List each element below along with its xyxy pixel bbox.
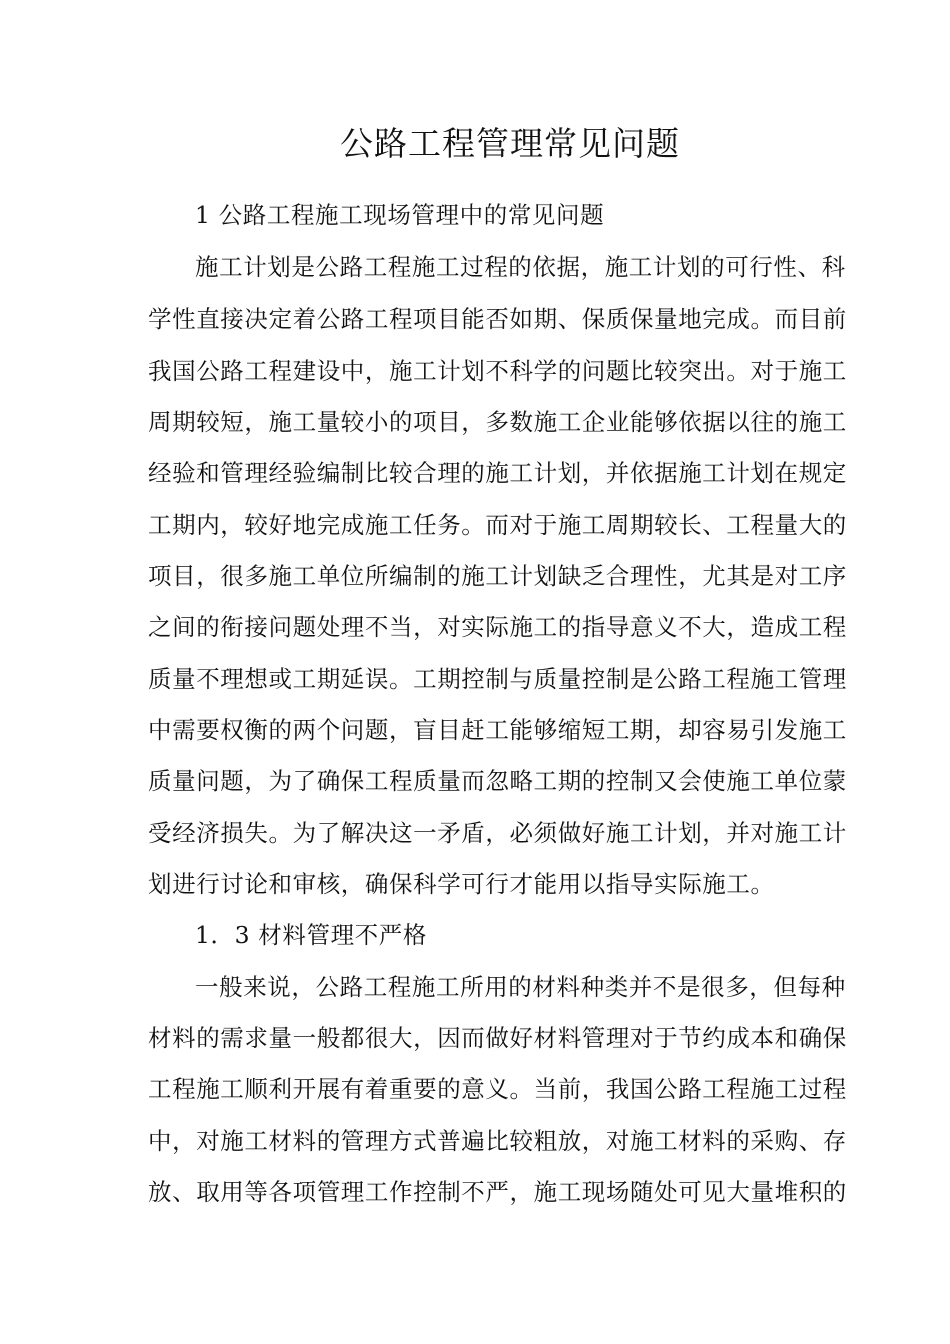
paragraph-line: 材料的需求量一般都很大，因而做好材料管理对于节约成本和确保 bbox=[148, 1024, 847, 1052]
paragraph-line: 中，对施工材料的管理方式普遍比较粗放，对施工材料的采购、存 bbox=[148, 1127, 847, 1155]
paragraph-line: 质量问题，为了确保工程质量而忽略工期的控制又会使施工单位蒙 bbox=[148, 767, 847, 795]
paragraph-line: 一般来说，公路工程施工所用的材料种类并不是很多，但每种 bbox=[195, 973, 846, 1001]
paragraph-line: 我国公路工程建设中，施工计划不科学的问题比较突出。对于施工 bbox=[148, 357, 847, 385]
paragraph-line: 学性直接决定着公路工程项目能否如期、保质保量地完成。而目前 bbox=[148, 305, 847, 333]
paragraph-line: 工程施工顺利开展有着重要的意义。当前，我国公路工程施工过程 bbox=[148, 1075, 847, 1103]
paragraph-line: 质量不理想或工期延误。工期控制与质量控制是公路工程施工管理 bbox=[148, 665, 847, 693]
section-heading: 1．3 材料管理不严格 bbox=[195, 921, 427, 949]
paragraph-line: 工期内，较好地完成施工任务。而对于施工周期较长、工程量大的 bbox=[148, 511, 847, 539]
paragraph-line: 施工计划是公路工程施工过程的依据，施工计划的可行性、科 bbox=[195, 253, 846, 281]
paragraph-line: 之间的衔接问题处理不当，对实际施工的指导意义不大，造成工程 bbox=[148, 613, 847, 641]
paragraph-line: 中需要权衡的两个问题，盲目赶工能够缩短工期，却容易引发施工 bbox=[148, 716, 847, 744]
section-heading: 1 公路工程施工现场管理中的常见问题 bbox=[195, 201, 605, 229]
paragraph-line: 经验和管理经验编制比较合理的施工计划，并依据施工计划在规定 bbox=[148, 459, 847, 487]
paragraph-line: 放、取用等各项管理工作控制不严，施工现场随处可见大量堆积的 bbox=[148, 1178, 847, 1206]
paragraph-line: 项目，很多施工单位所编制的施工计划缺乏合理性，尤其是对工序 bbox=[148, 562, 847, 590]
document-title: 公路工程管理常见问题 bbox=[340, 124, 680, 163]
paragraph-line: 划进行讨论和审核，确保科学可行才能用以指导实际施工。 bbox=[148, 870, 775, 898]
paragraph-line: 受经济损失。为了解决这一矛盾，必须做好施工计划，并对施工计 bbox=[148, 819, 847, 847]
paragraph-line: 周期较短，施工量较小的项目，多数施工企业能够依据以往的施工 bbox=[148, 408, 847, 436]
